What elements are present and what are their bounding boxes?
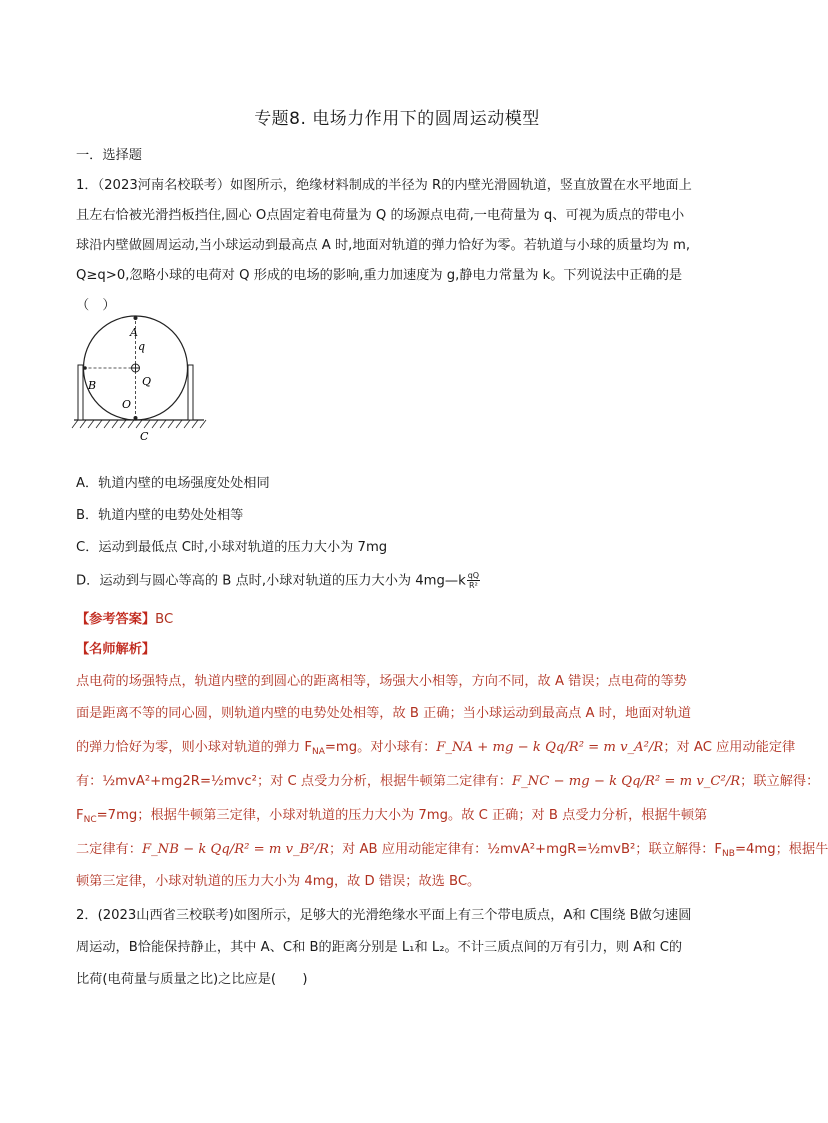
label-q-small: q: [138, 340, 146, 353]
answer-label: 【参考答案】: [76, 612, 156, 627]
option-a: A．轨道内壁的电场强度处处相同: [76, 476, 270, 491]
analysis-line-3: 的弹力恰好为零，则小球对轨道的弹力 $F_{NA}=mg$。对小球有：F_NA + mg − k Qq/R² = m v_A²/R；对 AC 应用动能定律: [76, 740, 796, 757]
circular-track-figure: [70, 325, 210, 443]
answer-value: BC: [155, 612, 174, 627]
option-d-text: D．运动到与圆心等高的 B 点时,小球对轨道的压力大小为 4mg—k: [76, 573, 466, 589]
left-baffle: [78, 365, 83, 420]
answer-line: [76, 610, 726, 630]
analysis-line-5: $F_{NC}=7mg$；根据牛顿第三定律，小球对轨道的压力大小为 7mg。故 C 正确；对 B 点受力分析，根据牛顿第: [76, 808, 708, 825]
ball-at-a: [134, 316, 138, 320]
question-1-line-5: （ ）: [76, 298, 116, 313]
analysis-label: 【名师解析】: [76, 642, 156, 657]
question-1-line-1: 1．（2023河南名校联考）如图所示，绝缘材料制成的半径为 R的内壁光滑圆轨道，竖直放置在水平地面上: [76, 178, 692, 193]
analysis-line-7: 顿第三定律，小球对轨道的压力大小为 4mg，故 D 错误；故选 BC。: [76, 874, 481, 889]
point-b: [83, 366, 87, 370]
question-1-line-2: 且左右恰被光滑挡板挡住,圆心 O点固定着电荷量为 Q 的场源点电荷,一电荷量为 q、可视为质点的带电小: [76, 208, 685, 223]
label-b: B: [88, 379, 97, 392]
label-q-big: Q: [142, 375, 152, 388]
page-title: 专题8. 电场力作用下的圆周运动模型: [254, 109, 540, 129]
label-o: O: [122, 398, 132, 411]
section-heading: 一．选择题: [76, 148, 142, 163]
option-c: C．运动到最低点 C时,小球对轨道的压力大小为 7mg: [76, 540, 388, 555]
equation-a6: F_NB − k Qq/R² = m v_B²/R: [141, 842, 329, 857]
question-1-line-3: 球沿内壁做圆周运动,当小球运动到最高点 A 时,地面对轨道的弹力恰好为零。若轨道与小球的质量均为 m,: [76, 238, 691, 253]
analysis-line-1: 点电荷的场强特点，轨道内壁的到圆心的距离相等，场强大小相等，方向不同，故 A 错误；点电荷的等势: [76, 674, 687, 689]
option-b: B．轨道内壁的电势处处相等: [76, 508, 244, 523]
analysis-line-6: 二定律有：F_NB − k Qq/R² = m v_B²/R；对 AB 应用动能定律有：½mvA²+mgR=½mvB²；联立解得：$F_{NB}=4mg$；根据牛: [76, 842, 828, 859]
equation-a3: F_NA + mg − k Qq/R² = m v_A²/R: [436, 740, 664, 755]
question-2-line-1: 2．(2023山西省三校联考)如图所示，足够大的光滑绝缘水平面上有三个带电质点，A和 C围绕 B做匀速圆: [76, 908, 692, 923]
analysis-line-4: 有：½mvA²+mg2R=½mvc²；对 C 点受力分析，根据牛顿第二定律有：F_NC − mg − k Qq/R² = m v_C²/R；联立解得：: [76, 774, 820, 789]
question-2-line-3: 比荷(电荷量与质量之比)之比应是( ): [76, 972, 308, 987]
ground-hatch: [72, 420, 206, 428]
equation-a4: F_NC − mg − k Qq/R² = m v_C²/R: [511, 774, 741, 789]
right-baffle: [188, 365, 193, 420]
option-d: [76, 571, 726, 592]
option-d-fraction: $\frac{qQ}{\text{R²}}$: [467, 571, 480, 590]
question-2-line-2: 周运动，B恰能保持静止，其中 A、C和 B的距离分别是 L₁和 L₂。不计三质点间的万有引力，则 A和 C的: [76, 940, 683, 955]
ball-at-c: [134, 416, 138, 420]
label-c: C: [140, 430, 149, 443]
question-1-line-4: Q≥q>0,忽略小球的电荷对 Q 形成的电场的影响,重力加速度为 g,静电力常量为 k。下列说法中正确的是: [76, 268, 683, 283]
analysis-line-2: 面是距离不等的同心圆，则轨道内壁的电势处处相等，故 B 正确；当小球运动到最高点 A 时，地面对轨道: [76, 706, 692, 721]
label-a: A: [130, 326, 138, 339]
